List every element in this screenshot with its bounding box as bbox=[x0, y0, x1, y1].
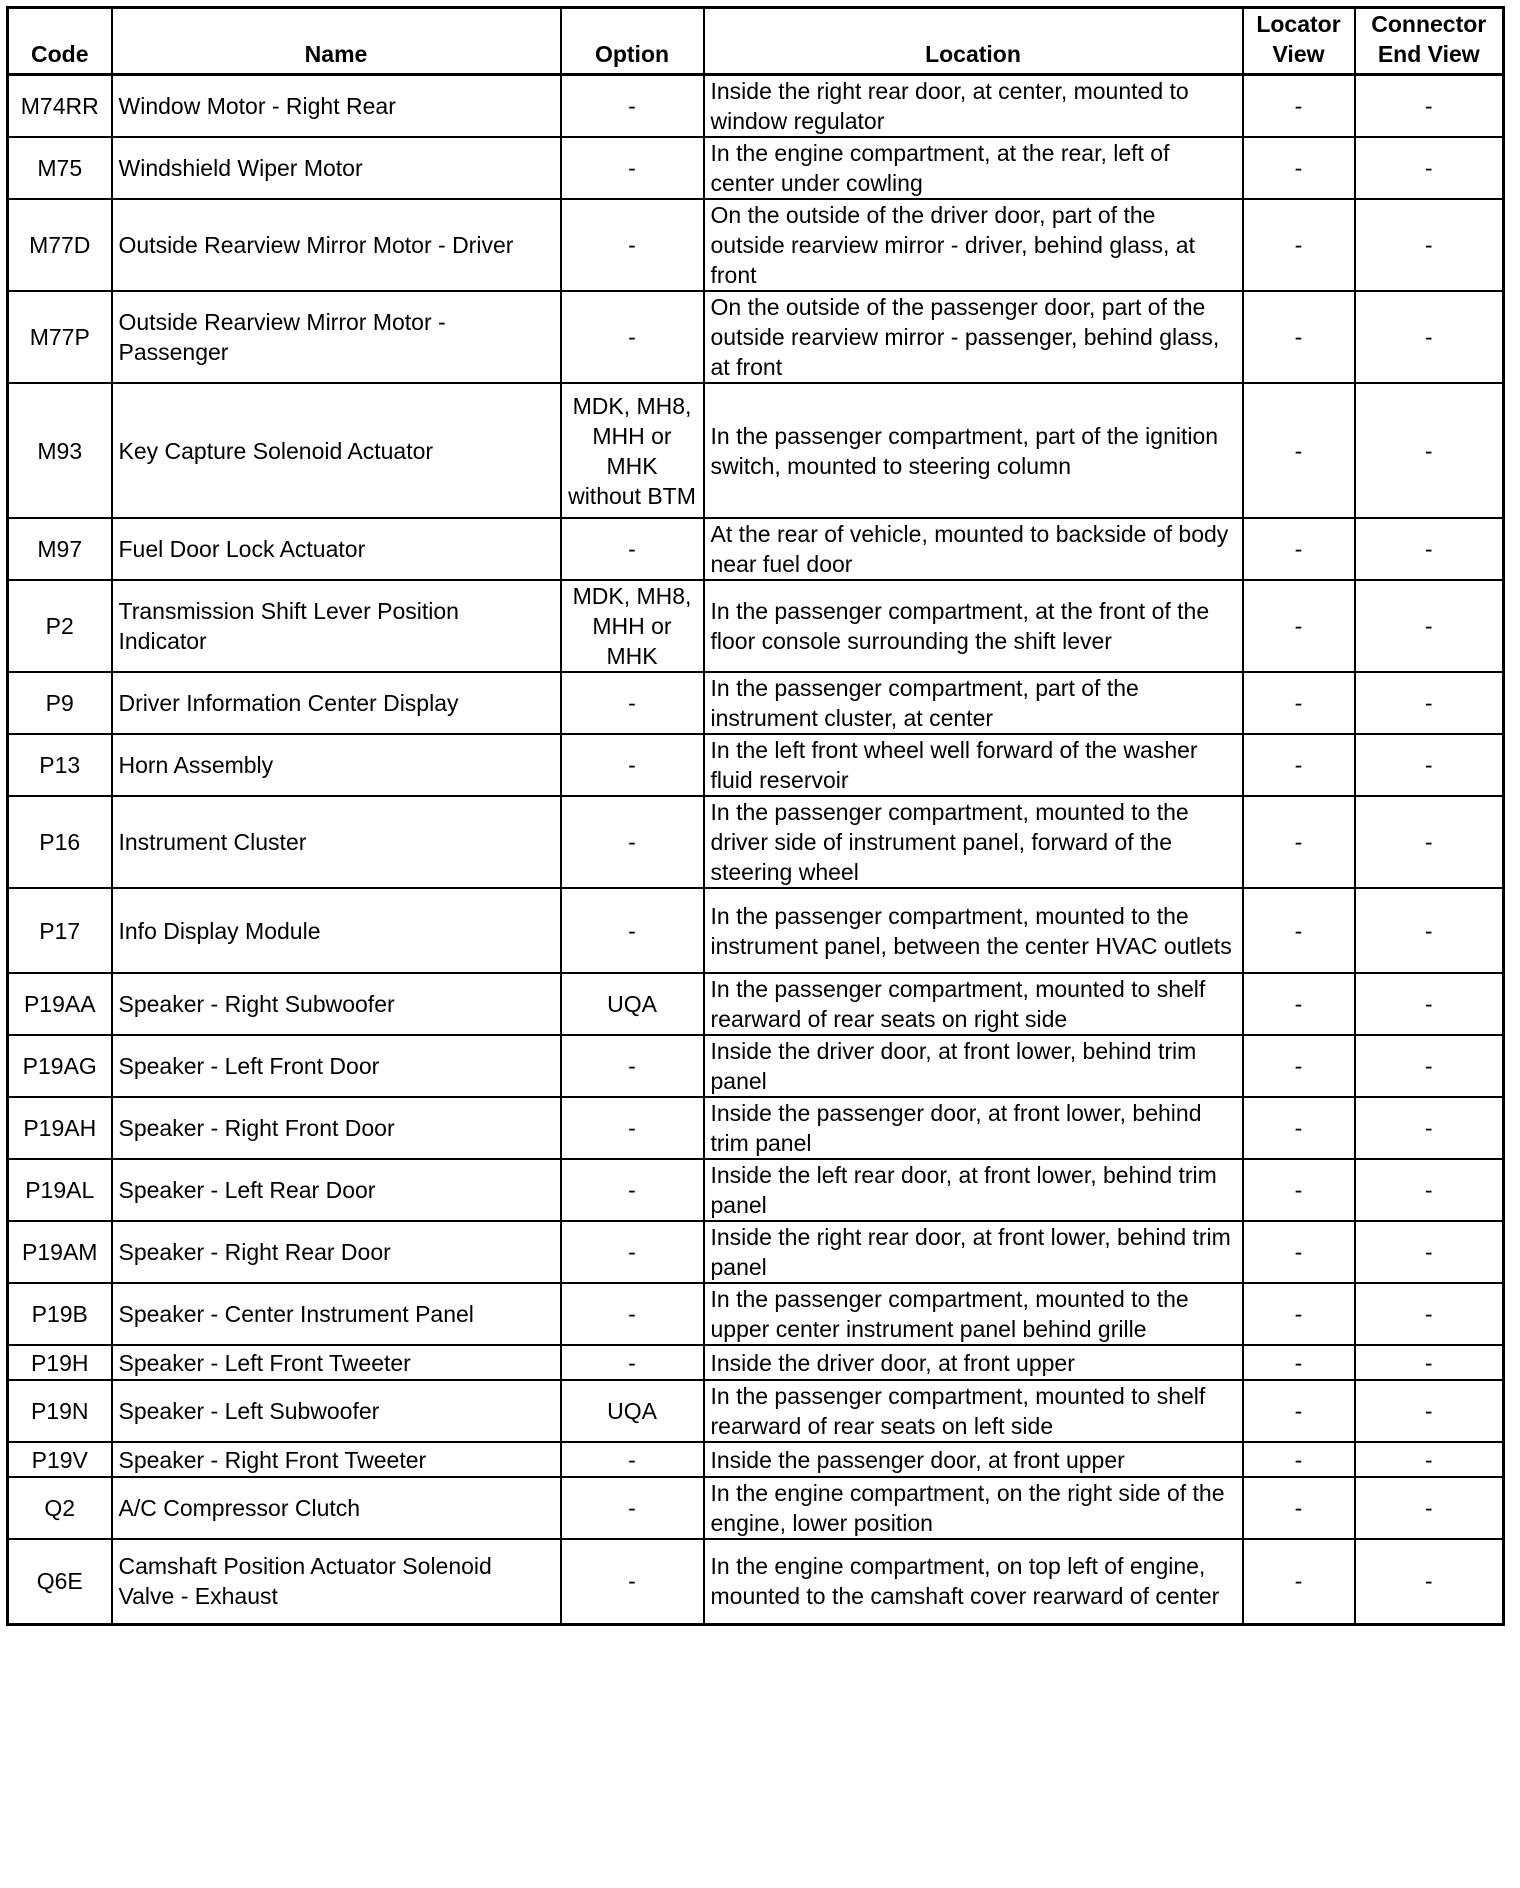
header-connector-end-view: Connector End View bbox=[1355, 8, 1504, 75]
cell-option: - bbox=[561, 1035, 704, 1097]
cell-name: Speaker - Left Rear Door bbox=[112, 1159, 561, 1221]
cell-connector-end-view: - bbox=[1355, 888, 1504, 973]
cell-code: P19N bbox=[8, 1380, 112, 1442]
cell-connector-end-view: - bbox=[1355, 1345, 1504, 1380]
cell-name: Key Capture Solenoid Actuator bbox=[112, 383, 561, 518]
cell-code: Q2 bbox=[8, 1477, 112, 1539]
cell-connector-end-view: - bbox=[1355, 734, 1504, 796]
header-code: Code bbox=[8, 8, 112, 75]
cell-code: P19AG bbox=[8, 1035, 112, 1097]
table-row bbox=[8, 137, 1504, 199]
cell-name: A/C Compressor Clutch bbox=[112, 1477, 561, 1539]
cell-location: In the passenger compartment, part of the ignition switch, mounted to steering column bbox=[704, 383, 1243, 518]
cell-name: Horn Assembly bbox=[112, 734, 561, 796]
cell-locator-view: - bbox=[1243, 1097, 1355, 1159]
cell-location: In the engine compartment, on top left of engine, mounted to the camshaft cover rearward of center bbox=[704, 1539, 1243, 1624]
cell-option: UQA bbox=[561, 973, 704, 1035]
cell-locator-view: - bbox=[1243, 1221, 1355, 1283]
cell-connector-end-view: - bbox=[1355, 580, 1504, 672]
cell-connector-end-view: - bbox=[1355, 796, 1504, 888]
cell-location: In the passenger compartment, at the front of the floor console surrounding the shift lever bbox=[704, 580, 1243, 672]
cell-connector-end-view: - bbox=[1355, 75, 1504, 138]
cell-connector-end-view: - bbox=[1355, 199, 1504, 291]
cell-connector-end-view: - bbox=[1355, 137, 1504, 199]
cell-code: P19AH bbox=[8, 1097, 112, 1159]
cell-locator-view: - bbox=[1243, 888, 1355, 973]
cell-connector-end-view: - bbox=[1355, 1442, 1504, 1477]
cell-option: - bbox=[561, 1539, 704, 1624]
table-row bbox=[8, 291, 1504, 383]
cell-location: Inside the driver door, at front lower, behind trim panel bbox=[704, 1035, 1243, 1097]
cell-name: Speaker - Left Front Tweeter bbox=[112, 1345, 561, 1380]
cell-code: P19H bbox=[8, 1345, 112, 1380]
cell-option: - bbox=[561, 1097, 704, 1159]
cell-code: P17 bbox=[8, 888, 112, 973]
cell-code: Q6E bbox=[8, 1539, 112, 1624]
cell-connector-end-view: - bbox=[1355, 1539, 1504, 1624]
cell-location: Inside the passenger door, at front lower, behind trim panel bbox=[704, 1097, 1243, 1159]
cell-location: In the passenger compartment, part of the instrument cluster, at center bbox=[704, 672, 1243, 734]
cell-location: In the left front wheel well forward of the washer fluid reservoir bbox=[704, 734, 1243, 796]
document bbox=[6, 6, 1505, 1626]
cell-code: P19V bbox=[8, 1442, 112, 1477]
table-row bbox=[8, 1539, 1504, 1624]
table-row bbox=[8, 518, 1504, 580]
table-row bbox=[8, 1159, 1504, 1221]
cell-connector-end-view: - bbox=[1355, 291, 1504, 383]
cell-location: In the passenger compartment, mounted to the instrument panel, between the center HVAC outlets bbox=[704, 888, 1243, 973]
cell-locator-view: - bbox=[1243, 734, 1355, 796]
cell-name: Driver Information Center Display bbox=[112, 672, 561, 734]
cell-option: - bbox=[561, 75, 704, 138]
cell-option: - bbox=[561, 1442, 704, 1477]
cell-locator-view: - bbox=[1243, 518, 1355, 580]
table-row bbox=[8, 1283, 1504, 1345]
cell-locator-view: - bbox=[1243, 1283, 1355, 1345]
cell-locator-view: - bbox=[1243, 796, 1355, 888]
cell-location: Inside the right rear door, at center, mounted to window regulator bbox=[704, 75, 1243, 138]
table-row bbox=[8, 1380, 1504, 1442]
table-row bbox=[8, 734, 1504, 796]
cell-locator-view: - bbox=[1243, 1539, 1355, 1624]
cell-connector-end-view: - bbox=[1355, 973, 1504, 1035]
cell-location: In the passenger compartment, mounted to the upper center instrument panel behind grille bbox=[704, 1283, 1243, 1345]
cell-option: - bbox=[561, 1159, 704, 1221]
header-name: Name bbox=[112, 8, 561, 75]
cell-code: P19AM bbox=[8, 1221, 112, 1283]
cell-location: In the passenger compartment, mounted to the driver side of instrument panel, forward of the steering wheel bbox=[704, 796, 1243, 888]
cell-connector-end-view: - bbox=[1355, 383, 1504, 518]
cell-connector-end-view: - bbox=[1355, 518, 1504, 580]
cell-locator-view: - bbox=[1243, 291, 1355, 383]
table-row bbox=[8, 973, 1504, 1035]
component-locator-table bbox=[6, 6, 1505, 1626]
table-row bbox=[8, 888, 1504, 973]
cell-name: Speaker - Left Front Door bbox=[112, 1035, 561, 1097]
cell-location: Inside the driver door, at front upper bbox=[704, 1345, 1243, 1380]
cell-locator-view: - bbox=[1243, 1159, 1355, 1221]
cell-locator-view: - bbox=[1243, 672, 1355, 734]
cell-locator-view: - bbox=[1243, 1345, 1355, 1380]
cell-connector-end-view: - bbox=[1355, 672, 1504, 734]
cell-name: Outside Rearview Mirror Motor - Driver bbox=[112, 199, 561, 291]
cell-option: UQA bbox=[561, 1380, 704, 1442]
cell-location: In the passenger compartment, mounted to shelf rearward of rear seats on right side bbox=[704, 973, 1243, 1035]
cell-option: MDK, MH8, MHH or MHK bbox=[561, 580, 704, 672]
cell-name: Fuel Door Lock Actuator bbox=[112, 518, 561, 580]
cell-option: - bbox=[561, 1345, 704, 1380]
cell-name: Speaker - Right Front Door bbox=[112, 1097, 561, 1159]
cell-location: In the engine compartment, on the right side of the engine, lower position bbox=[704, 1477, 1243, 1539]
cell-option: - bbox=[561, 1283, 704, 1345]
header-location: Location bbox=[704, 8, 1243, 75]
cell-name: Outside Rearview Mirror Motor - Passenger bbox=[112, 291, 561, 383]
cell-option: - bbox=[561, 888, 704, 973]
cell-code: M77D bbox=[8, 199, 112, 291]
table-row bbox=[8, 1035, 1504, 1097]
cell-code: M77P bbox=[8, 291, 112, 383]
cell-name: Camshaft Position Actuator Solenoid Valve - Exhaust bbox=[112, 1539, 561, 1624]
cell-locator-view: - bbox=[1243, 1035, 1355, 1097]
cell-option: - bbox=[561, 1477, 704, 1539]
header-locator-view: Locator View bbox=[1243, 8, 1355, 75]
header-row bbox=[8, 8, 1504, 75]
table-row bbox=[8, 672, 1504, 734]
cell-connector-end-view: - bbox=[1355, 1035, 1504, 1097]
cell-option: MDK, MH8, MHH or MHK without BTM bbox=[561, 383, 704, 518]
cell-name: Info Display Module bbox=[112, 888, 561, 973]
cell-option: - bbox=[561, 137, 704, 199]
cell-locator-view: - bbox=[1243, 1442, 1355, 1477]
table-row bbox=[8, 1477, 1504, 1539]
cell-option: - bbox=[561, 672, 704, 734]
cell-locator-view: - bbox=[1243, 75, 1355, 138]
cell-locator-view: - bbox=[1243, 1380, 1355, 1442]
table-row bbox=[8, 1097, 1504, 1159]
cell-name: Windshield Wiper Motor bbox=[112, 137, 561, 199]
cell-connector-end-view: - bbox=[1355, 1283, 1504, 1345]
cell-location: Inside the right rear door, at front lower, behind trim panel bbox=[704, 1221, 1243, 1283]
cell-locator-view: - bbox=[1243, 137, 1355, 199]
cell-name: Speaker - Right Front Tweeter bbox=[112, 1442, 561, 1477]
cell-name: Window Motor - Right Rear bbox=[112, 75, 561, 138]
cell-name: Instrument Cluster bbox=[112, 796, 561, 888]
table-row bbox=[8, 75, 1504, 138]
cell-location: In the passenger compartment, mounted to shelf rearward of rear seats on left side bbox=[704, 1380, 1243, 1442]
cell-option: - bbox=[561, 199, 704, 291]
cell-name: Speaker - Center Instrument Panel bbox=[112, 1283, 561, 1345]
cell-name: Speaker - Right Rear Door bbox=[112, 1221, 561, 1283]
cell-option: - bbox=[561, 291, 704, 383]
cell-code: M97 bbox=[8, 518, 112, 580]
cell-location: In the engine compartment, at the rear, left of center under cowling bbox=[704, 137, 1243, 199]
cell-code: P2 bbox=[8, 580, 112, 672]
cell-code: P13 bbox=[8, 734, 112, 796]
cell-option: - bbox=[561, 734, 704, 796]
cell-name: Speaker - Right Subwoofer bbox=[112, 973, 561, 1035]
table-body bbox=[8, 75, 1504, 1625]
cell-code: P16 bbox=[8, 796, 112, 888]
cell-locator-view: - bbox=[1243, 1477, 1355, 1539]
cell-connector-end-view: - bbox=[1355, 1159, 1504, 1221]
cell-code: M93 bbox=[8, 383, 112, 518]
cell-location: Inside the passenger door, at front upper bbox=[704, 1442, 1243, 1477]
cell-code: P19AL bbox=[8, 1159, 112, 1221]
cell-locator-view: - bbox=[1243, 973, 1355, 1035]
cell-code: P19AA bbox=[8, 973, 112, 1035]
table-row bbox=[8, 383, 1504, 518]
cell-location: Inside the left rear door, at front lower, behind trim panel bbox=[704, 1159, 1243, 1221]
cell-option: - bbox=[561, 1221, 704, 1283]
table-row bbox=[8, 1221, 1504, 1283]
table-row bbox=[8, 1442, 1504, 1477]
cell-code: P9 bbox=[8, 672, 112, 734]
table-row bbox=[8, 580, 1504, 672]
cell-location: On the outside of the driver door, part of the outside rearview mirror - driver, behind glass, at front bbox=[704, 199, 1243, 291]
cell-connector-end-view: - bbox=[1355, 1221, 1504, 1283]
cell-location: At the rear of vehicle, mounted to backside of body near fuel door bbox=[704, 518, 1243, 580]
cell-name: Speaker - Left Subwoofer bbox=[112, 1380, 561, 1442]
cell-name: Transmission Shift Lever Position Indicator bbox=[112, 580, 561, 672]
cell-code: M74RR bbox=[8, 75, 112, 138]
table-row bbox=[8, 199, 1504, 291]
cell-connector-end-view: - bbox=[1355, 1380, 1504, 1442]
cell-option: - bbox=[561, 796, 704, 888]
cell-code: M75 bbox=[8, 137, 112, 199]
cell-code: P19B bbox=[8, 1283, 112, 1345]
cell-locator-view: - bbox=[1243, 199, 1355, 291]
cell-connector-end-view: - bbox=[1355, 1097, 1504, 1159]
cell-option: - bbox=[561, 518, 704, 580]
header-option: Option bbox=[561, 8, 704, 75]
cell-locator-view: - bbox=[1243, 580, 1355, 672]
cell-location: On the outside of the passenger door, part of the outside rearview mirror - passenger, behind glass, at front bbox=[704, 291, 1243, 383]
table-row bbox=[8, 1345, 1504, 1380]
cell-connector-end-view: - bbox=[1355, 1477, 1504, 1539]
cell-locator-view: - bbox=[1243, 383, 1355, 518]
table-row bbox=[8, 796, 1504, 888]
